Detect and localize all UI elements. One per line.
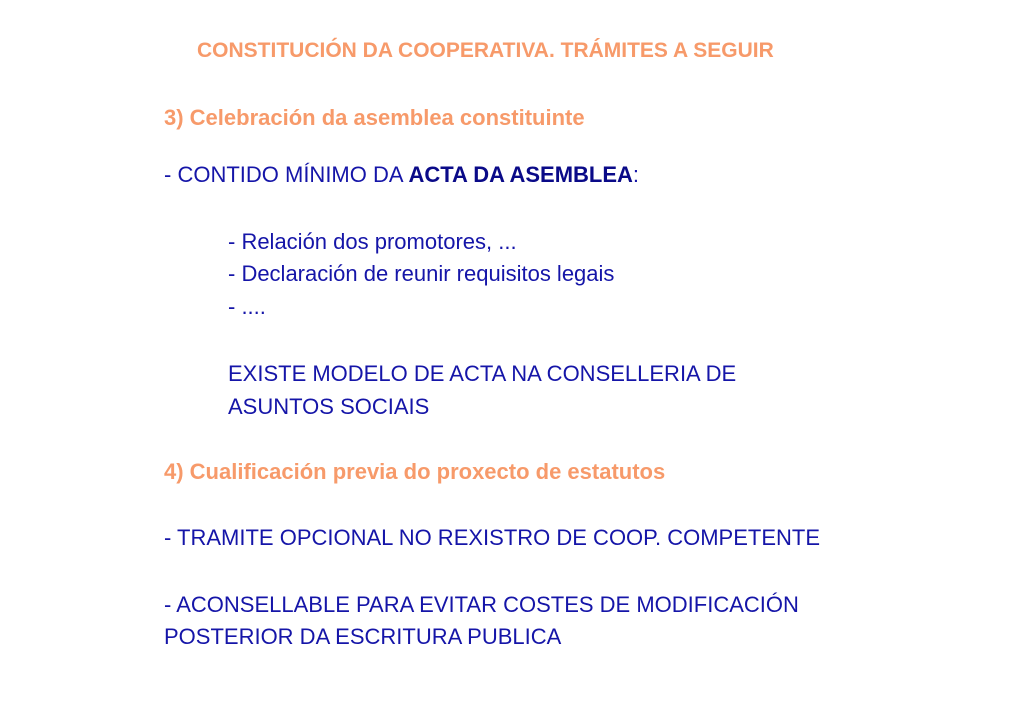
slide-title: CONSTITUCIÓN DA COOPERATIVA. TRÁMITES A SEGUIR xyxy=(197,39,774,62)
optional-procedure-point: - TRAMITE OPCIONAL NO REXISTRO DE COOP. COMPETENTE xyxy=(164,525,821,550)
acta-content-prefix: - CONTIDO MÍNIMO DA xyxy=(164,162,409,187)
section-4-heading: 4) Cualificación previa do proxecto de estatutos xyxy=(164,459,666,484)
list-item: - Relación dos promotores, ... xyxy=(228,229,517,254)
advisable-point-line-2: POSTERIOR DA ESCRITURA PUBLICA xyxy=(164,624,562,649)
list-item: - Declaración de reunir requisitos legais xyxy=(228,261,615,286)
list-item: - .... xyxy=(228,294,266,319)
section-3-heading: 3) Celebración da asemblea constituinte xyxy=(164,105,585,130)
advisable-point-line-1: - ACONSELLABLE PARA EVITAR COSTES DE MODIFICACIÓN xyxy=(164,592,799,617)
model-note-line-1: EXISTE MODELO DE ACTA NA CONSELLERIA DE xyxy=(228,361,737,386)
acta-content-suffix: : xyxy=(632,162,640,187)
model-note-line-2: ASUNTOS SOCIAIS xyxy=(228,394,430,419)
acta-content-emphasis: ACTA DA ASEMBLEA xyxy=(408,162,633,187)
acta-content-line xyxy=(164,162,639,188)
